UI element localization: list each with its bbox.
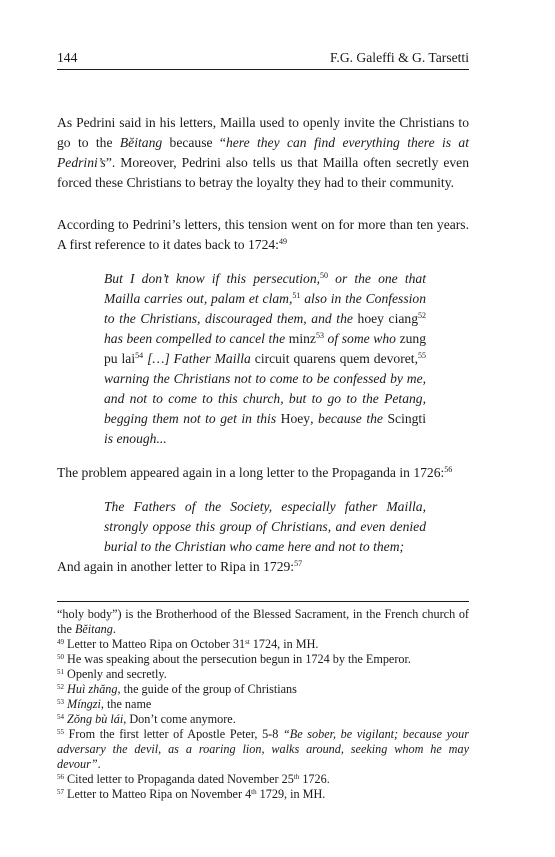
footnotes [57, 607, 469, 802]
page-header [57, 48, 469, 68]
footnote-ref-50: 50 [320, 271, 329, 280]
footnote-57: $^{57}$ Letter to Matteo Ripa on November 4th 1729, in MH. [57, 787, 326, 801]
running-head: F.G. Galeffi & G. Tarsetti [329, 50, 469, 65]
footnote-51: $^{51}$ Openly and secretly. [57, 667, 167, 681]
footnote-ref-49: 49 [278, 237, 287, 246]
footnote-54: $^{54}$ Zŏng bù lái, Don’t come anymore. [57, 712, 236, 726]
footnote-ref-57: 57 [294, 559, 303, 568]
block-quote-1: But I don’t know if this persecution,$^{50}$ or the one that Mailla carries out, palam et clam,$^{51}$ also in the Confession to the Christians, discouraged them, and the hoey ciang$^{52}$ has been compelled to cancel the minz$^{53}$ of some who zung pu lai$^{54}$ […] Father Mailla circuit quarens quem devoret,$^{55}$ warning the Christians not to come to be confessed by me, and not to come to this church, but to go to the Petang, begging them not to get in this Hoey, because the Scingti is enough... [104, 271, 427, 446]
block-quote-2: The Fathers of the Society, especially father Mailla, strongly oppose this group of Christians, and even denied burial to the Christian who came here and not to them; [104, 499, 426, 554]
paragraph-1: As Pedrini said in his letters, Mailla used to openly invite the Christians to go to the Bĕitang because “here they can find everything there is at Pedrini’s”. Moreover, Pedrini also tells us that Mailla often secretly even forced these Christians to betray the loyalty they had to their community. [57, 115, 469, 190]
paragraph-4: And again in another letter to Ripa in 1729:$^{57}$ [57, 559, 303, 574]
header-rule [57, 69, 469, 70]
footnote-ref-51: 51 [292, 291, 301, 300]
footnote-ref-53: 53 [315, 331, 324, 340]
paragraph-2: According to Pedrini’s letters, this tension went on for more than ten years. A first reference to it dates back to 1724:$^{49}$ [57, 217, 469, 252]
footnote-ref-52: 52 [418, 311, 426, 320]
footnote-55: $^{55}$ From the first letter of Apostle Peter, 5-8 “Be sober, be vigilant; because your adversary the devil, as a roaring lion, walks around, seeking whom he may devour”. [57, 727, 469, 771]
footnote-ref-56: 56 [444, 465, 453, 474]
footnote-49: $^{49}$ Letter to Matteo Ripa on October 31st 1724, in MH. [57, 637, 319, 651]
footnote-53: $^{53}$ Míngzi, the name [57, 697, 152, 711]
paragraph-3: The problem appeared again in a long letter to the Propaganda in 1726:$^{56}$ [57, 465, 453, 480]
footnote-rule [57, 601, 469, 602]
page-number: 144 [57, 50, 78, 65]
beitang-term: Bĕitang [119, 135, 163, 150]
footnote-52: $^{52}$ Huì zhăng, the guide of the group of Christians [57, 682, 297, 696]
footnote-ref-55: 55 [417, 351, 426, 360]
main-text [57, 113, 469, 577]
footnote-50: $^{50}$ He was speaking about the persecution begun in 1724 by the Emperor. [57, 652, 411, 666]
footnote-56: $^{56}$ Cited letter to Propaganda dated November 25th 1726. [57, 772, 330, 786]
footnote-ref-54: 54 [135, 351, 144, 360]
footnote-continuation: “holy body”) is the Brotherhood of the Blessed Sacrament, in the French church of the Bĕitang. [57, 607, 469, 636]
